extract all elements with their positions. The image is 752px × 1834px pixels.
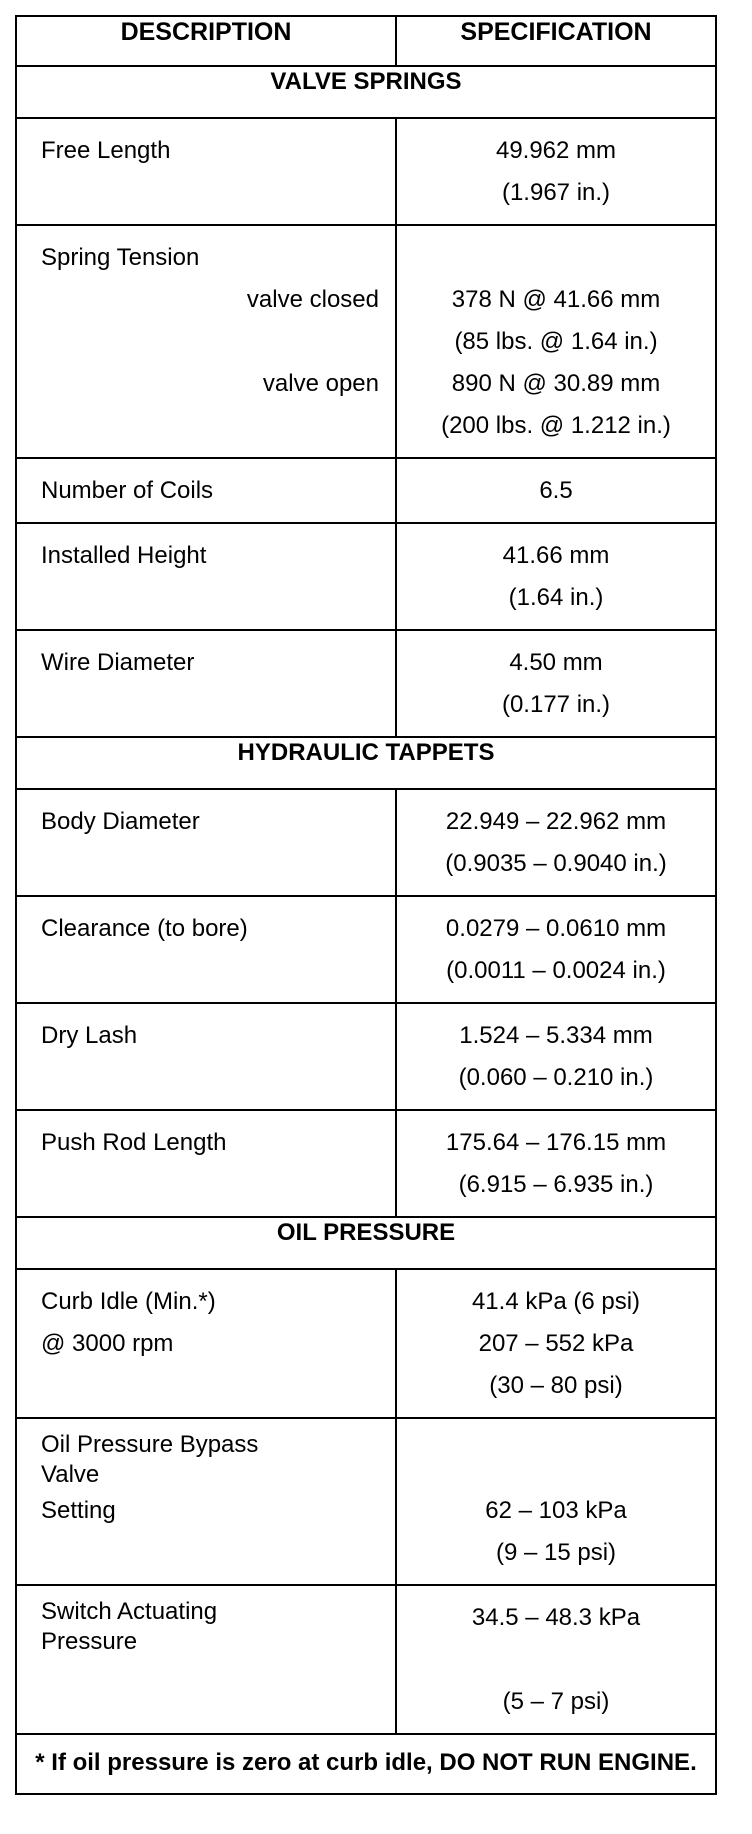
desc-dry-lash: Dry Lash [16,1003,396,1110]
spec-wire-diameter: 4.50 mm (0.177 in.) [396,630,716,737]
desc-curb-idle: Curb Idle (Min.*) @ 3000 rpm [16,1269,396,1418]
spec-clearance: 0.0279 – 0.0610 mm (0.0011 – 0.0024 in.) [396,896,716,1003]
header-description: DESCRIPTION [16,16,396,66]
footnote: * If oil pressure is zero at curb idle, DO NOT RUN ENGINE. [16,1734,716,1794]
spec-body-diameter: 22.949 – 22.962 mm (0.9035 – 0.9040 in.) [396,789,716,896]
table-row [16,118,716,225]
table-row [16,1585,716,1734]
section-title-hydraulic-tappets: HYDRAULIC TAPPETS [16,737,716,789]
spec-bypass-valve: 62 – 103 kPa (9 – 15 psi) [396,1418,716,1585]
table-row [16,1003,716,1110]
spec-switch-actuating: 34.5 – 48.3 kPa (5 – 7 psi) [396,1585,716,1734]
desc-number-of-coils: Number of Coils [16,458,396,523]
spec-installed-height: 41.66 mm (1.64 in.) [396,523,716,630]
table-row [16,630,716,737]
spec-curb-idle: 41.4 kPa (6 psi) 207 – 552 kPa (30 – 80 psi) [396,1269,716,1418]
table-row [16,896,716,1003]
desc-clearance: Clearance (to bore) [16,896,396,1003]
desc-installed-height: Installed Height [16,523,396,630]
spec-number-of-coils: 6.5 [396,458,716,523]
header-row [16,16,716,66]
section-row [16,737,716,789]
section-row [16,1217,716,1269]
spec-spring-tension: 378 N @ 41.66 mm (85 lbs. @ 1.64 in.) 890 N @ 30.89 mm (200 lbs. @ 1.212 in.) [396,225,716,458]
desc-push-rod-length: Push Rod Length [16,1110,396,1217]
spec-free-length: 49.962 mm (1.967 in.) [396,118,716,225]
table-row [16,458,716,523]
header-specification: SPECIFICATION [396,16,716,66]
table-row [16,789,716,896]
desc-spring-tension: Spring Tension valve closed valve open [16,225,396,458]
desc-bypass-valve: Oil Pressure Bypass Valve Setting [16,1418,396,1585]
section-title-oil-pressure: OIL PRESSURE [16,1217,716,1269]
desc-wire-diameter: Wire Diameter [16,630,396,737]
table-row [16,1269,716,1418]
section-title-valve-springs: VALVE SPRINGS [16,66,716,118]
spec-dry-lash: 1.524 – 5.334 mm (0.060 – 0.210 in.) [396,1003,716,1110]
spec-push-rod-length: 175.64 – 176.15 mm (6.915 – 6.935 in.) [396,1110,716,1217]
table-row [16,1110,716,1217]
valve-closed-label: valve closed [246,286,379,313]
table-row [16,225,716,458]
table-row [16,1418,716,1585]
desc-switch-actuating: Switch Actuating Pressure [16,1585,396,1734]
desc-body-diameter: Body Diameter [16,789,396,896]
spec-table [15,15,717,1795]
footnote-row [16,1734,716,1794]
valve-open-label: valve open [262,370,379,397]
section-row [16,66,716,118]
desc-free-length: Free Length [16,118,396,225]
table-row [16,523,716,630]
